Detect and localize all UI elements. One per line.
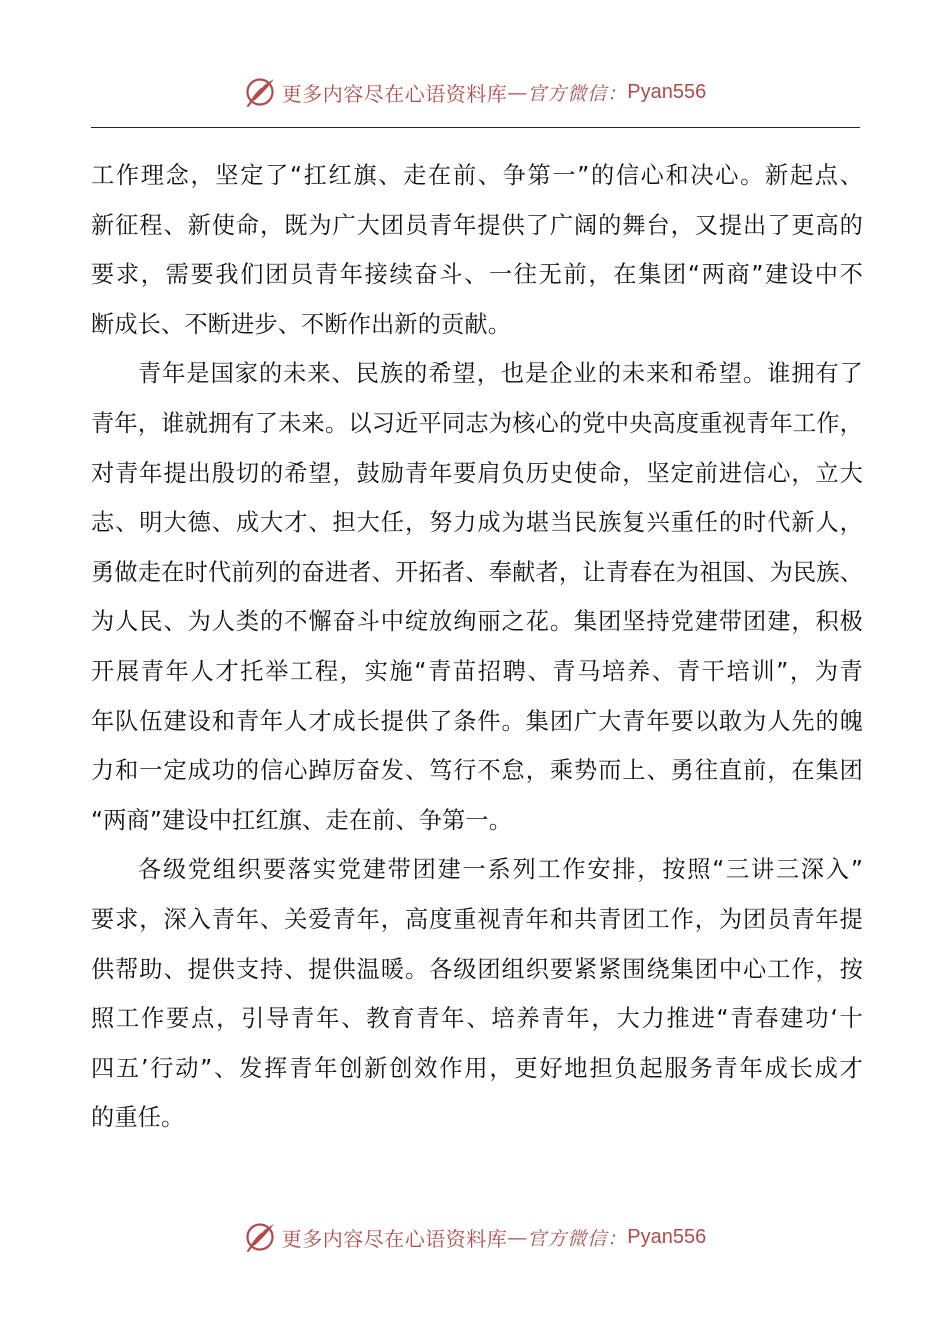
text-line: 开展青年人才托举工程，实施“青苗招聘、青马培养、青干培训”，为青 bbox=[91, 657, 863, 685]
header-divider bbox=[91, 127, 860, 128]
quill-logo-icon bbox=[244, 75, 278, 109]
document-body bbox=[91, 151, 863, 1143]
banner-title: 更多内容尽在心语资料库 bbox=[281, 81, 508, 106]
text-line: 勇做走在时代前列的奋进者、开拓者、奉献者，让青春在为祖国、为民族、 bbox=[91, 558, 863, 586]
quill-logo-icon bbox=[244, 1220, 278, 1254]
text-line: 断成长、不断进步、不断作出新的贡献。 bbox=[91, 310, 512, 338]
footer-banner bbox=[0, 1217, 950, 1257]
text-line: 各级党组织要落实党建带团建一系列工作安排，按照“三讲三深入” bbox=[138, 856, 863, 884]
text-line: 供帮助、提供支持、提供温暖。各级团组织要紧紧围绕集团中心工作，按 bbox=[91, 955, 863, 983]
banner-wechat-label: 官方微信： bbox=[527, 1227, 628, 1250]
text-line: 要求，深入青年、关爱青年，高度重视青年和共青团工作，为团员青年提 bbox=[91, 905, 863, 933]
text-line: 志、明大德、成大才、担大任，努力成为堪当民族复兴重任的时代新人， bbox=[91, 509, 863, 537]
banner-dash: — bbox=[507, 1225, 528, 1249]
text-line: 新征程、新使命，既为广大团员青年提供了广阔的舞台，又提出了更高的 bbox=[91, 211, 863, 239]
banner-wechat-id: Pyan556 bbox=[627, 1225, 707, 1248]
text-line: 照工作要点，引导青年、教育青年、培养青年，大力推进“青春建功‘十 bbox=[91, 1005, 863, 1033]
banner-dash: — bbox=[507, 80, 528, 104]
text-line: 工作理念，坚定了“扛红旗、走在前、争第一”的信心和决心。新起点、 bbox=[91, 162, 863, 189]
text-line: 要求，需要我们团员青年接续奋斗、一往无前，在集团“两商”建设中不 bbox=[91, 261, 863, 289]
banner-wechat-label: 官方微信： bbox=[527, 82, 628, 105]
text-line: 年队伍建设和青年人才成长提供了条件。集团广大青年要以敢为人先的魄 bbox=[91, 707, 863, 735]
text-line: 对青年提出殷切的希望，鼓励青年要肩负历史使命，坚定前进信心，立大 bbox=[91, 459, 863, 487]
text-line: 力和一定成功的信心踔厉奋发、笃行不怠，乘势而上、勇往直前，在集团 bbox=[91, 757, 863, 785]
banner-title: 更多内容尽在心语资料库 bbox=[281, 1226, 508, 1251]
text-line: 青年，谁就拥有了未来。以习近平同志为核心的党中央高度重视青年工作， bbox=[91, 409, 863, 437]
text-line: 四五’行动”、发挥青年创新创效作用，更好地担负起服务青年成长成才 bbox=[91, 1054, 863, 1082]
text-line: 为人民、为人类的不懈奋斗中绽放绚丽之花。集团坚持党建带团建，积极 bbox=[91, 608, 863, 636]
header-banner bbox=[0, 72, 950, 112]
text-line: 青年是国家的未来、民族的希望，也是企业的未来和希望。谁拥有了 bbox=[138, 360, 863, 388]
banner-wechat-id: Pyan556 bbox=[627, 80, 707, 103]
text-line: 的重任。 bbox=[91, 1104, 185, 1132]
text-line: “两商”建设中扛红旗、走在前、争第一。 bbox=[91, 806, 513, 834]
